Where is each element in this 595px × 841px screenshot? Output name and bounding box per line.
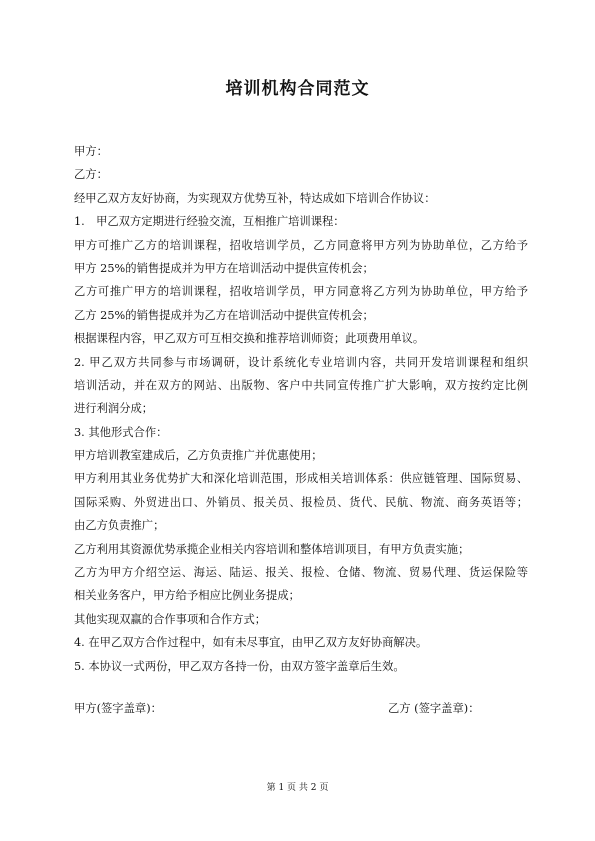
document-body [74, 140, 528, 678]
clause-3-text: 甲方利用其业务优势扩大和深化培训范围，形成相关培训体系：供应链管理、国际贸易、 [74, 472, 528, 486]
clause-3-text: 乙方利用其资源优势承揽企业相关内容培训和整体培训项目，有甲方负责实施； [74, 542, 470, 556]
clause-3-text: 相关业务客户，甲方给予相应比例业务提成； [74, 589, 300, 603]
party-a-signature: 甲方(签字盖章)： [74, 702, 162, 715]
clause-1-text: 甲方 25%的销售提成并为甲方在培训活动中提供宣传机会； [74, 261, 374, 275]
document-title: 培训机构合同范文 [225, 79, 370, 99]
clause-3-text: 其他实现双赢的合作事项和合作方式； [74, 612, 267, 626]
clause-5-text: 5. 本协议一式两份，甲乙双方各持一份，由双方签字盖章后生效。 [74, 659, 405, 673]
clause-2-text: 进行利润分成； [74, 402, 154, 416]
intro-paragraph: 经甲乙双方友好协商，为实现双方优势互补，特达成如下培训合作协议： [74, 191, 436, 205]
clause-3-text: 甲方培训教室建成后，乙方负责推广并优惠使用； [74, 449, 323, 463]
clause-4-text: 4. 在甲乙双方合作过程中，如有未尽事宜，由甲乙双方友好协商解决。 [74, 636, 428, 650]
clause-3-text: 由乙方负责推广； [74, 519, 165, 533]
clause-2-text: 2. 甲乙双方共同参与市场调研，设计系统化专业培训内容，共同开发培训课程和组织 [74, 355, 528, 369]
party-b-line: 乙方： [74, 168, 108, 182]
party-a-line: 甲方： [74, 145, 108, 158]
clause-3-text: 国际采购、外贸进出口、外销员、报关员、报检员、货代、民航、物流、商务英语等； [74, 495, 528, 509]
party-b-signature: 乙方 (签字盖章)： [388, 702, 480, 715]
page-number: 第 1 页 共 2 页 [266, 783, 329, 793]
clause-2-text: 培训活动，并在双方的网站、出版物、客户中共同宣传推广扩大影响，双方按约定比例 [74, 378, 528, 392]
clause-1-text: 乙方 25%的销售提成并为乙方在培训活动中提供宣传机会； [74, 308, 374, 322]
clause-1-text: 根据课程内容，甲乙双方可互相交换和推荐培训师资；此项费用单议。 [74, 332, 425, 346]
clause-1-heading: 1. 甲乙双方定期进行经验交流，互相推广培训课程： [74, 215, 345, 229]
clause-1-text: 甲方可推广乙方的培训课程，招收培训学员，乙方同意将甲方列为协助单位，乙方给予 [74, 238, 528, 252]
clause-3-heading: 3. 其他形式合作： [74, 425, 168, 439]
clause-1-text: 乙方可推广甲方的培训课程，招收培训学员，甲方同意将乙方列为协助单位，甲方给予 [74, 285, 528, 299]
clause-3-text: 乙方为甲方介绍空运、海运、陆运、报关、报检、仓储、物流、贸易代理、货运保险等 [74, 566, 528, 580]
